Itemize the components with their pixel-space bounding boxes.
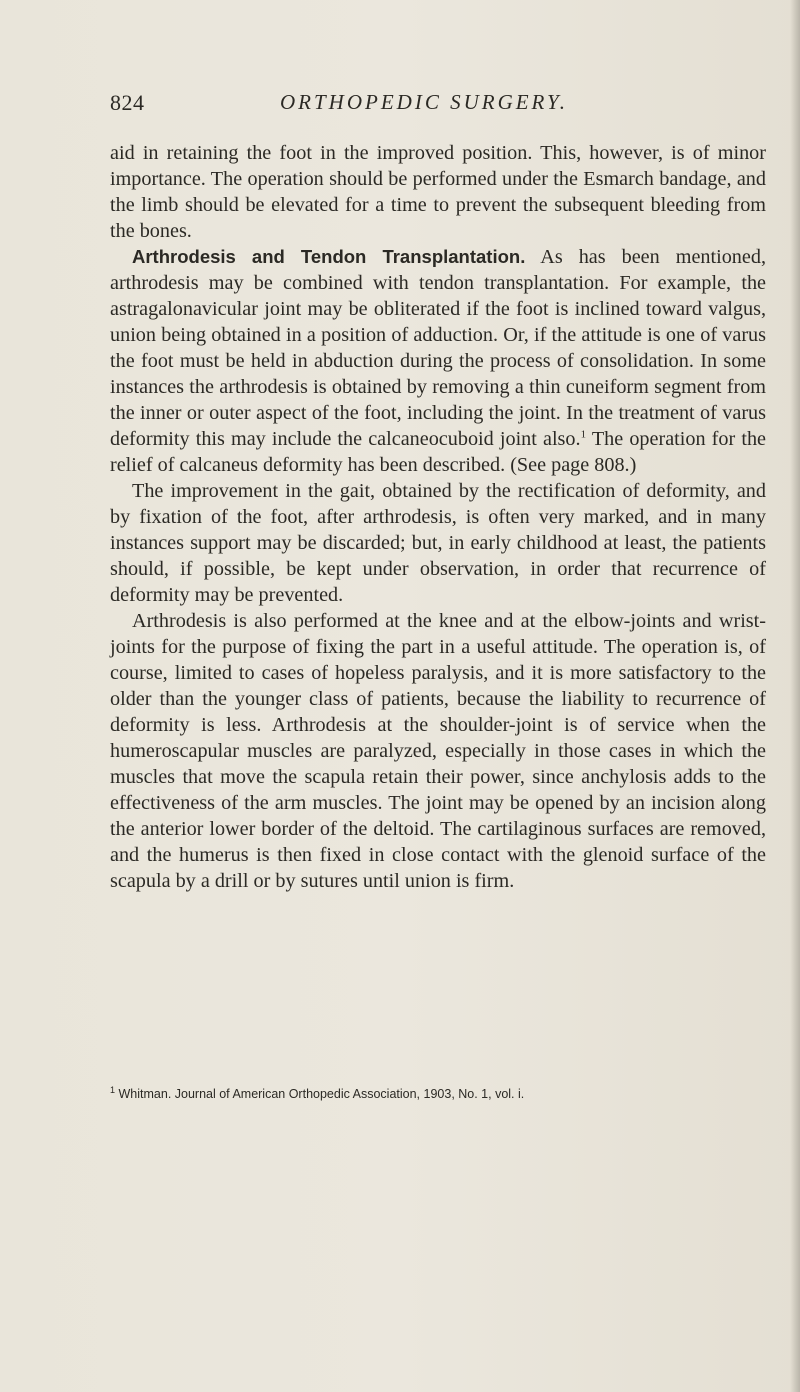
page-number: 824 [110, 90, 145, 115]
footnote-reference: 1 [580, 428, 587, 441]
paragraph-gait-improvement: The improvement in the gait, obtained by the rectification of deformity, and by fixation of the foot, after arthrodesis, is often very marked, and in many instances support may be discarded; but, in early childhood at least, the patients should, if possible, be kept under observation, in order that recurrence of deformity may be prevented. [110, 480, 766, 606]
footnote-text: Whitman. Journal of American Orthopedic Association, 1903, No. 1, vol. i. [118, 1087, 525, 1101]
footnote [110, 1086, 766, 1102]
paragraph-knee-elbow-shoulder: Arthrodesis is also performed at the knee and at the elbow-joints and wrist-joints for the purpose of fixing the part in a useful attitude. The operation is, of course, limited to cases of hopeless paralysis, and it is more satisfactory to the older than the younger class of patients, because the liability to recurrence of deformity is less. Arthrodesis at the shoulder-joint is of service when the humeroscapular muscles are paralyzed, especially in those cases in which the muscles that move the scapula retain their power, since anchylosis adds to the effectiveness of the arm muscles. The joint may be opened by an incision along the anterior lower border of the deltoid. The cartilaginous surfaces are removed, and the humerus is then fixed in close contact with the glenoid surface of the scapula by a drill or by sutures until union is firm. [110, 610, 766, 892]
paragraph-continuation: aid in retaining the foot in the improved position. This, however, is of minor importance. The operation should be performed under the Esmarch bandage, and the limb should be elevated for a time to prevent the subsequent bleeding from the bones. [110, 142, 766, 242]
footnote-marker: 1 [110, 1084, 116, 1095]
page-header [110, 90, 770, 126]
page-edge-shadow [790, 0, 800, 1392]
running-head: ORTHOPEDIC SURGERY. [280, 90, 569, 114]
paragraph-arthrodesis-tendon [110, 244, 766, 478]
paragraph-text: The operation for the relief of calcaneus deformity has been described. (See page 808.) [110, 428, 767, 476]
paragraph-text: As has been mentioned, arthrodesis may be combined with tendon transplantation. For example, the astragalonavicular joint may be obliterated if the foot is inclined toward valgus, union being obtained in a position of adduction. Or, if the attitude is one of varus the foot must be held in abduction during the process of consolidation. In some instances the arthrodesis is obtained by removing a thin cuneiform segment from the inner or outer aspect of the foot, including the joint. In the treatment of varus deformity this may include the calcaneocuboid joint also. [110, 246, 767, 450]
body-text [110, 140, 766, 894]
section-title: Arthrodesis and Tendon Transplantation. [132, 246, 526, 267]
